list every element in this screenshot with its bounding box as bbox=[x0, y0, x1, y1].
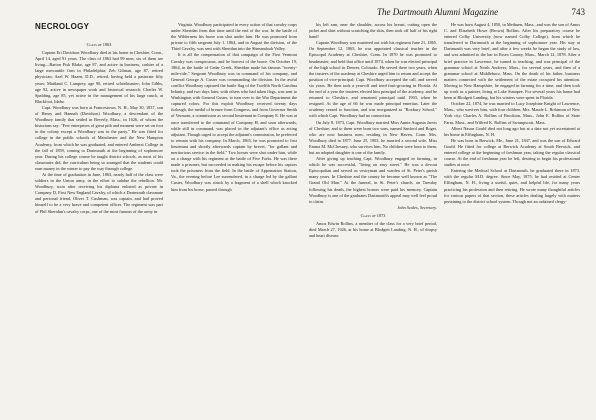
paragraph: After giving up teaching Capt. Woodbury engaged in farming, in which he was successful, "living on easy street." He was a devout Episcopalian and served as vestryman and warden of St. Peter's parish many years. In Cheshire and the county he became well known as "The Grand Old Man." At the funeral, in St. Peter's church, on Tuesday following his death, the highest honors were paid his memory. Captain Woodbury is one of the graduates Dartmouth's appeal may well feel proud to claim. bbox=[309, 156, 437, 204]
column-4 bbox=[444, 22, 580, 414]
running-head bbox=[377, 7, 585, 17]
paragraph: Virginia. Woodbury participated in every action of that cavalry corps under Sheridan from that time until the end of the war. In the battle of the Wilderness his horse was shot under him. He was promoted from private to fifth sergeant July 1, 1864, and in August the division, of the Third Cavalry, was sent with Sheridan into the Shenandoah Valley. bbox=[171, 22, 297, 52]
paragraph: It is all the compensation of that campaign of the First Vermont Cavalry was conspicuous, and he bravest of the brave. On October 19, 1864, in the battle of Cedar Creek, Sheridan made his famous "twenty-mile-ride," Sergeant Woodbury was in command of his company, and General George A. Custer was commanding the division. In the awful conflict Woodbury captured the battle flag of the Twelfth North Carolina Infantry, and two days later, with others who had taken flags, was sent to Washington with General Custer, to turn over to the War Department the captured colors. For this exploit Woodbury received twenty days furlough, the medal of bronze from Congress, and from Governor Smith of Vermont, a commission as second lieutenant in Company E. He was at once transferred to the command of Company H, and soon afterwards, while still in command, was placed in the adjutant's office as acting adjutant. Though urged to accept the adjutant's commission, he preferred to remain with his company. In March, 1865, he was promoted to first lieutenant and shortly afterwards captain by brevet, "for gallant and meritorious service in the field." Two horses were shot under him, while on a charge with his regiment at the battle of Five Forks. He was there made a prisoner, but succeeded in making his escape before his captors took the prisoners from the field. In the battle of Appomattox Station, Va., the evening before Lee surrendered, in a charge led by the gallant Custer, Woodbury was struck by a fragment of a shell which knocked him from his horse, passed through bbox=[171, 52, 297, 192]
page-number: 743 bbox=[571, 7, 585, 17]
paragraph: Captain Eri Davidson Woodbury died at his home in Cheshire, Conn., April 14, aged 91 years. The class of 1863 had 99 men; six of them are living—Barton Fisk Blake, age 87, and active in business, cashier of a large mercantile firm in Philadelphia; Zeb Gilman, age 87, retired physician; Azel W. Hazen, D.D., retired, having held a pastorate fifty years; Maitland C. Lamprey, age 90, retired schoolmaster; John Gibbs, age 92, active in newspaper work and historical research; Charles W. Spalding, age 85, yet active in the management of his large ranch, at Blackfoot, Idaho. bbox=[35, 50, 163, 104]
paragraph: October 22, 1874, he was married to Lucy Josephine Knight of Lawrence, Mass., who survives him, with four children, Mrs. Maude L. Robinson of New York city, Charles A. Rollins of Brockton, Mass., John E. Rollins of State Farm, Mass., and Wilfred K. Rollins of Swampscott, Mass. bbox=[444, 101, 580, 125]
column-3 bbox=[309, 22, 437, 414]
paragraph: He was born in Berwick, Me., June 21, 1847, and was the son of Edward Gould. He fitted for college at Berwick Academy at South Berwick, and entered college at the beginning of freshman year, taking the regular classical course. At the end of freshman year he left, desiring to begin his professional studies at once. bbox=[444, 137, 580, 168]
paragraph: Albert Nason Gould died not long ago but at a date not yet ascertained at his home in Effingham, N. H. bbox=[444, 125, 580, 137]
class-heading: Class of 1873 bbox=[360, 212, 386, 218]
paragraph: his left arm, near the shoulder, across his breast, cutting open the jacket and shirt without scratching the skin, then took off half of his right hand! bbox=[309, 22, 437, 40]
paragraph: Capt. Woodbury was born at Francestown, N. H., May 30, 1837, son of Henry and Hannah (Davidson) Woodbury, a descendant of the Woodbury family that settled in Beverly, Mass., in 1626, of whom the historians say: "Few enterprises of great pith and moment were set on foot in the colony except a Woodbury was in the party." He was fitted for college in the public schools of Manchester and the New Hampton Academy, from which he was graduated, and entered Amherst College in the fall of 1859, coming to Dartmouth at the beginning of sophomore year. During his college course he taught district schools, as most of his classmates did, the curriculum being so arranged that the students could earn money in the winter to pay the way through college. bbox=[35, 104, 163, 171]
paragraph: He was born August 4, 1850, in Methuen, Mass., and was the son of Amos C. and Elizabeth Howe (Brown) Rollins. After his preparatory course he entered Colby University (now named Colby College), from which he transferred to Dartmouth at the beginning of sophomore year. His stay at Dartmouth was very brief, and after a few weeks he began the study of law, and was admitted to the bar in Essex County, Mass., March 12, 1878. After a brief practice in Lawrence, he turned to teaching, and was principal of the grammar school at North Andover, Mass., for several years, and then of a grammar school at Middleboro, Mass. On the death of his father, business matters connected with the settlement of the estate occupied his attention. Moving to New Hampshire, he engaged in farming for a time, and then took up work as a painter, living at Lake Sunapee. For several years his home had been at Blodgett Landing, but his winters were spent in Florida. bbox=[444, 22, 580, 101]
signature: John Scales, Secretary. bbox=[397, 204, 437, 210]
paragraph: Entering the Medical School at Dartmouth, he graduated there in 1873, with the regular M.D. degree. Since May, 1875, he had resided at Center Effingham, N. H., living a useful, quiet, and helpful life, for many years practicing his profession and then retiring. He wrote many thoughtful articles for various papers of that section, these articles dealing largely with matters pertaining to the district school system. Though not an ordained clergy- bbox=[444, 168, 580, 204]
paragraph: At the time of graduation in June, 1863, nearly half of the class were soldiers in the Union army, in the effort to subdue the rebellion. Mr. Woodbury, soon after receiving his diploma enlisted as private in Company D, First New England Cavalry, of which a Dartmouth classmate and personal friend, Oliver T. Cushman, was captain, and had proved himself to be a very brave and competent officer. The regiment was part of Phil Sheridan's cavalry corps, one of the most famous of the army in bbox=[35, 171, 163, 214]
magazine-title: The Dartmouth Alumni Magazine bbox=[377, 7, 499, 17]
paragraph: On July 8, 1873, Capt. Woodbury married Miss Annie Augusta Jarvis of Cheshire, and to them were born two sons, named Sanford and Roger, who are now business men, residing in New Haven, Conn. Mrs. Woodbury died in 1877. June 25, 1903, he married a second wife, Miss Emma M. McChesney, who survives him. No children were born to them, but an adopted daughter is one of the family. bbox=[309, 119, 437, 155]
column-2 bbox=[171, 22, 297, 414]
paragraph: Captain Woodbury was mustered out with his regiment June 21, 1865. On September 12, 1865, he was appointed classical teacher in the Episcopal Academy at Cheshire, Conn. In 1870 he was promoted to headmaster, and held that office until 1874, when he was elected principal of the high school in Denver, Colorado. He served there two years, when the trustees of the academy at Cheshire urged him to return and accept the position of vice-principal; Capt. Woodbury accepted the call, and served six years. He then took a year-off and tried fruit-growing in Florida. At the end of a year the trustees elected him principal of the academy, and he returned to Cheshire, and remained principal until 1903, when he resigned. At the age of 66 he was made principal emeritus. Later the academy ceased to function, and was reorganized as "Roxbury School," with which Capt. Woodbury had no connection. bbox=[309, 40, 437, 119]
section-title: NECROLOGY bbox=[35, 22, 90, 31]
column-1 bbox=[35, 40, 163, 414]
paragraph: Amos Edwin Rollins, a member of the class for a very brief period, died March 27, 1926, at his home at Blodgett Landing, N. H., of dropsy and heart disease. bbox=[309, 221, 437, 239]
class-heading: Class of 1863 bbox=[86, 42, 112, 47]
